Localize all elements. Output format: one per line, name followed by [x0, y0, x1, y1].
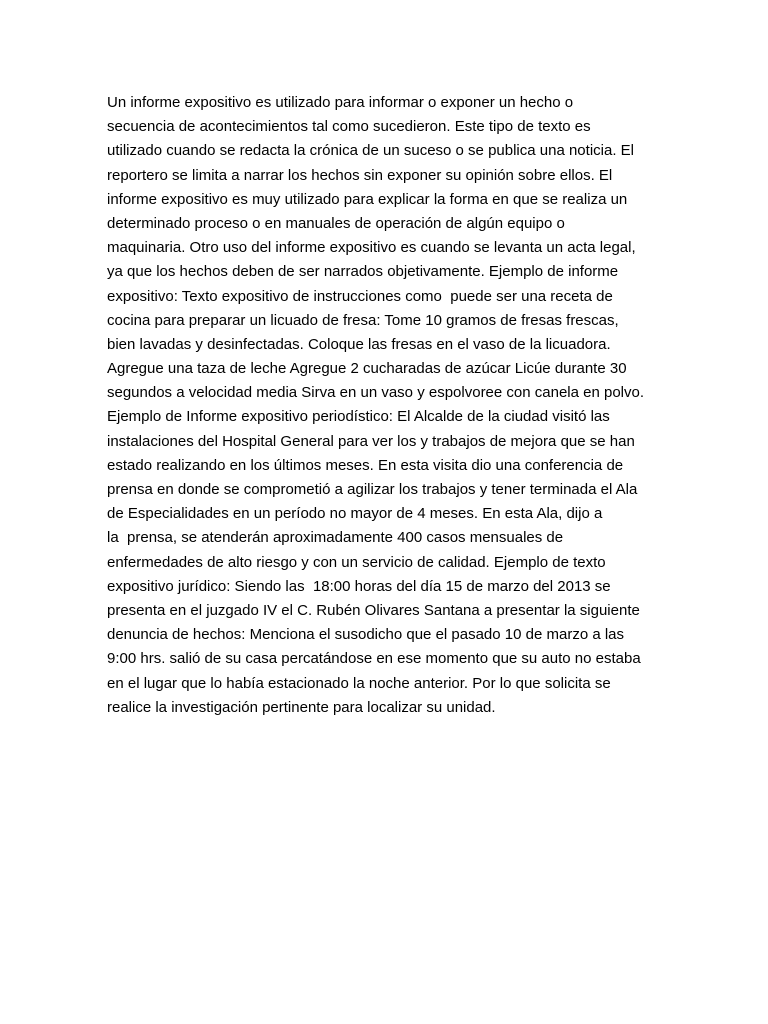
text-line: maquinaria. Otro uso del informe expositivo es cuando se levanta un acta legal,	[107, 239, 636, 257]
text-line: informe expositivo es muy utilizado para explicar la forma en que se realiza un	[107, 190, 628, 208]
text-line: expositivo: Texto expositivo de instrucciones como puede ser una receta de	[107, 287, 613, 305]
text-line: Un informe expositivo es utilizado para informar o exponer un hecho o	[107, 94, 574, 111]
text-line: segundos a velocidad media Sirva en un vaso y espolvoree con canela en polvo.	[107, 384, 645, 402]
text-line: ya que los hechos deben de ser narrados objetivamente. Ejemplo de informe	[107, 263, 619, 281]
text-line: realice la investigación pertinente para localizar su unidad.	[107, 698, 496, 716]
text-line: Agregue una taza de leche Agregue 2 cucharadas de azúcar Licúe durante 30	[107, 360, 627, 378]
body-paragraph	[107, 91, 687, 720]
text-line: la prensa, se atenderán aproximadamente 400 casos mensuales de	[107, 529, 564, 547]
text-line: denuncia de hechos: Menciona el susodicho que el pasado 10 de marzo a las	[107, 626, 625, 644]
text-line: instalaciones del Hospital General para ver los y trabajos de mejora que se han	[107, 432, 635, 450]
text-line: 9:00 hrs. salió de su casa percatándose en ese momento que su auto no estaba	[107, 650, 641, 668]
text-line: en el lugar que lo había estacionado la noche anterior. Por lo que solicita se	[107, 674, 611, 692]
text-line: enfermedades de alto riesgo y con un servicio de calidad. Ejemplo de texto	[107, 553, 606, 571]
text-line: bien lavadas y desinfectadas. Coloque las fresas en el vaso de la licuadora.	[107, 335, 611, 353]
text-line: secuencia de acontecimientos tal como sucedieron. Este tipo de texto es	[107, 118, 591, 136]
text-line: expositivo jurídico: Siendo las 18:00 horas del día 15 de marzo del 2013 se	[107, 577, 611, 595]
text-line: cocina para preparar un licuado de fresa: Tome 10 gramos de fresas frescas,	[107, 311, 619, 329]
text-line: determinado proceso o en manuales de operación de algún equipo o	[107, 214, 565, 232]
text-line: estado realizando en los últimos meses. En esta visita dio una conferencia de	[107, 456, 624, 474]
text-line: reportero se limita a narrar los hechos sin exponer su opinión sobre ellos. El	[107, 166, 613, 184]
text-line: presenta en el juzgado IV el C. Rubén Olivares Santana a presentar la siguiente	[107, 601, 640, 619]
text-line: prensa en donde se comprometió a agilizar los trabajos y tener terminada el Ala	[107, 481, 638, 498]
text-line: Ejemplo de Informe expositivo periodístico: El Alcalde de la ciudad visitó las	[107, 408, 610, 426]
text-line: de Especialidades en un período no mayor de 4 meses. En esta Ala, dijo a	[107, 505, 603, 523]
text-line: utilizado cuando se redacta la crónica de un suceso o se publica una noticia. El	[107, 142, 634, 160]
